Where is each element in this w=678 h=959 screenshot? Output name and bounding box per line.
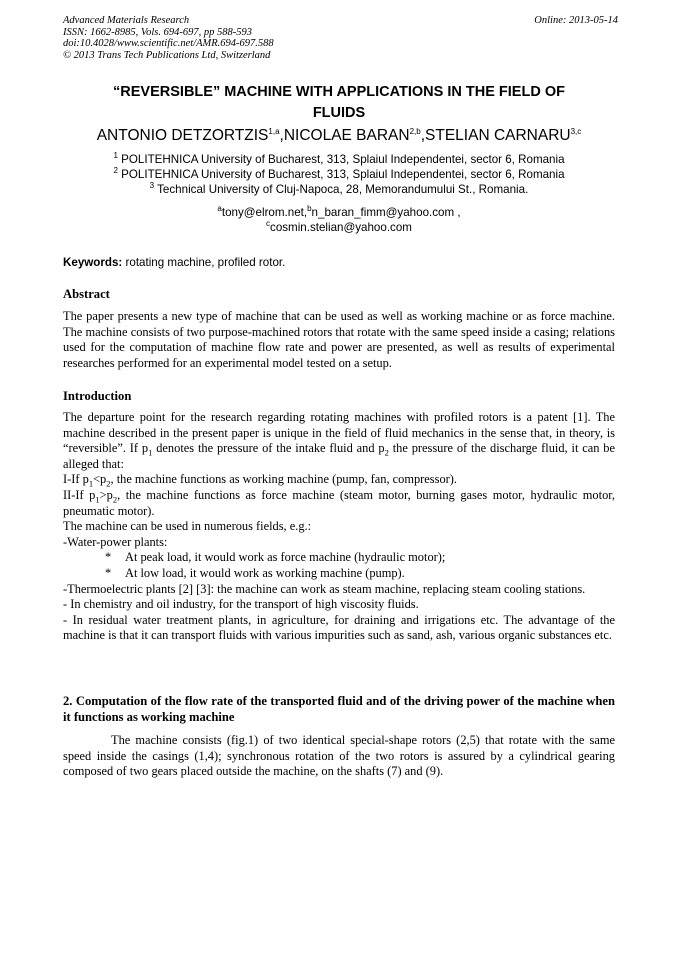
intro-fields: The machine can be used in numerous fields, e.g.:: [63, 519, 312, 534]
section-2-heading: 2. Computation of the flow rate of the transported fluid and of the driving power of the machine when it functions as working machine: [63, 694, 615, 724]
intro-residual: - In residual water treatment plants, in agriculture, for draining and irrigations etc. The advantage of the machine is that it can transport fluids with various impurities such as sand, ash, various organic substances etc.: [63, 612, 615, 643]
bullet-text: At peak load, it would work as force machine (hydraulic motor);: [125, 550, 446, 565]
author-affiliation-mark: 2,b: [409, 126, 421, 136]
text-run: II-If p: [63, 487, 96, 502]
email-mark: a: [217, 204, 222, 214]
text-run: , the machine functions as force machine (steam motor, burning gases motor, hydraulic motor, pneumatic motor).: [63, 487, 615, 518]
author-name: STELIAN CARNARU: [425, 127, 571, 144]
online-date: Online: 2013-05-14: [534, 15, 618, 26]
author-name: NICOLAE BARAN: [283, 127, 410, 144]
bullet-item: [63, 550, 615, 566]
journal-issn: ISSN: 1662-8985, Vols. 694-697, pp 588-593: [63, 26, 252, 38]
abstract-body: [63, 309, 615, 371]
email-address: tony@elrom.net,: [221, 206, 308, 219]
intro-chem: - In chemistry and oil industry, for the transport of high viscosity fluids.: [63, 597, 419, 612]
affiliation: [63, 167, 615, 182]
subscript: 1: [95, 494, 100, 505]
bullet-mark: *: [105, 565, 112, 580]
affiliation-text: Technical University of Cluj-Napoca, 28, Memorandumului St., Romania.: [157, 183, 529, 196]
affiliation-mark: 2: [113, 166, 118, 176]
keywords-text: rotating machine, profiled rotor.: [125, 256, 286, 269]
text-run: The departure point for the research regarding rotating machines with profiled rotors is a patent [1]. The machine described in the present paper is unique in the field of fluid mechanics in the sense that, in theory, is “reversible”. If p: [63, 410, 615, 456]
email-mark: c: [266, 219, 271, 229]
journal-header: [63, 15, 618, 61]
author-affiliation-mark: 1,a: [268, 126, 280, 136]
keywords-label: Keywords:: [63, 256, 123, 269]
intro-thermo: -Thermoelectric plants [2] [3]: the machine can work as steam machine, replacing steam cooling stations.: [63, 581, 586, 596]
introduction-body: [63, 410, 615, 644]
bullet-mark: *: [105, 550, 112, 565]
affiliation: [63, 152, 615, 167]
email-address: n_baran_fimm@yahoo.com ,: [311, 206, 461, 219]
text-run: >p: [99, 487, 113, 502]
subscript: 1: [88, 478, 94, 489]
intro-water: -Water-power plants:: [63, 534, 168, 549]
abstract-heading: Abstract: [63, 287, 110, 301]
intro-case-1: [63, 472, 615, 488]
text-run: denotes the pressure of the intake fluid and p: [152, 441, 385, 456]
title-line-2: FLUIDS: [312, 105, 366, 121]
subscript: 1: [148, 447, 153, 458]
intro-paragraph: [63, 410, 615, 472]
author-affiliation-mark: 3,c: [570, 126, 582, 136]
affiliation: [63, 182, 615, 197]
title-line-1: “REVERSIBLE” MACHINE WITH APPLICATIONS IN THE FIELD OF: [113, 84, 565, 100]
subscript: 2: [106, 478, 111, 489]
section-2-body: [63, 733, 615, 780]
introduction-heading: Introduction: [63, 389, 132, 403]
text-run: I-If p: [63, 472, 89, 487]
journal-doi: doi:10.4028/www.scientific.net/AMR.694-697.588: [63, 38, 274, 49]
text-run: , the machine functions as working machine (pump, fan, compressor).: [110, 472, 457, 487]
journal-copyright: © 2013 Trans Tech Publications Ltd, Switzerland: [63, 49, 271, 61]
paper-title: [63, 82, 615, 124]
bullet-text: At low load, it would work as working machine (pump).: [125, 565, 405, 580]
affiliation-mark: 1: [113, 151, 118, 161]
text-run: <p: [93, 472, 107, 487]
affiliation-text: POLITEHNICA University of Bucharest, 313, Splaiul Independentei, sector 6, Romania: [121, 168, 565, 181]
email-list: [63, 205, 615, 235]
abstract-text: The paper presents a new type of machine that can be used as well as working machine or as force machine. The machine consists of two purpose-machined rotors that rotate with the same speed inside a casing; relations used for the computation of machine flow rate and power are presented, as well as results of experimental researches performed for an experimental model tested on a setup.: [63, 309, 615, 370]
author-list: ANTONIO DETZORTZIS$^{1,a}$,NICOLAE BARAN$^{2,b}$,STELIAN CARNARU$^{3,c}$: [96, 126, 582, 144]
subscript: 2: [112, 494, 118, 505]
email-mark: b: [307, 204, 312, 214]
author-name: ANTONIO DETZORTZIS: [96, 127, 269, 144]
bullet-item: [63, 566, 615, 582]
email-address: cosmin.stelian@yahoo.com: [270, 221, 412, 234]
intro-case-2: [63, 488, 615, 519]
email-line: [63, 205, 615, 220]
subscript: 2: [384, 447, 389, 458]
affiliation-list: [63, 152, 615, 197]
email-line: [63, 220, 615, 235]
section-2-text: The machine consists (fig.1) of two identical special-shape rotors (2,5) that rotate with the same speed inside the casings (1,4); synchronous rotation of the two rotors is assured by a cylindrical gearing composed of two gears placed outside the machine, on the shafts (7) and (9).: [63, 733, 615, 779]
text-run: the pressure of the discharge fluid, it can be alleged that:: [63, 441, 616, 471]
affiliation-mark: 3: [149, 181, 155, 191]
keywords: [63, 255, 615, 270]
affiliation-text: POLITEHNICA University of Bucharest, 313, Splaiul Independentei, sector 6, Romania: [121, 153, 565, 166]
journal-name: Advanced Materials Research: [63, 15, 190, 26]
